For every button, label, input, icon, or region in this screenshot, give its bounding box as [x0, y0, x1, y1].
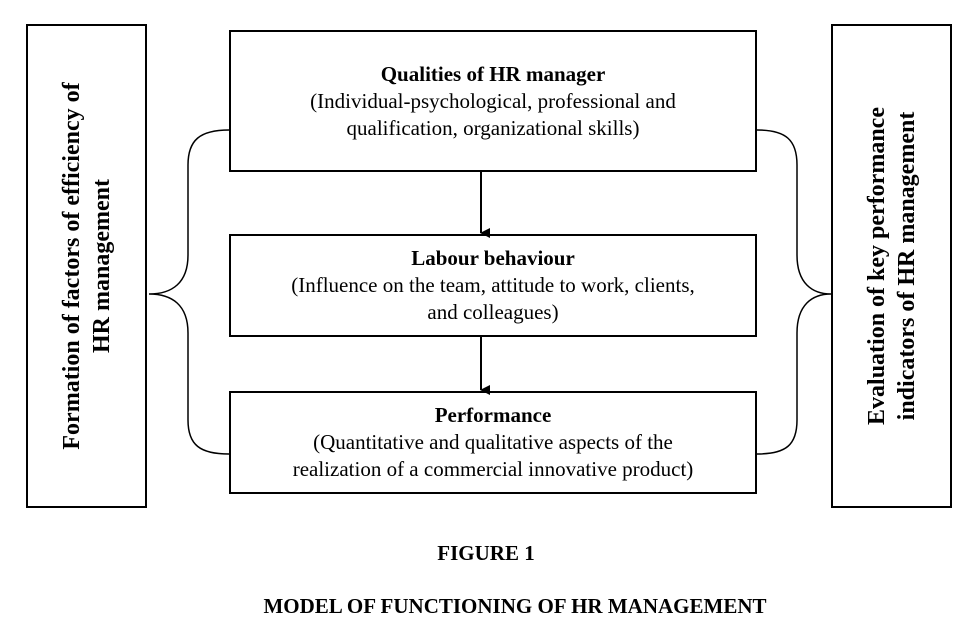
right-brace — [757, 130, 831, 454]
qualities-desc-line1: (Individual-psychological, professional and — [310, 88, 676, 113]
labour-desc-line2: and colleagues) — [427, 300, 559, 324]
qualities-desc-line2: qualification, organizational skills) — [346, 115, 640, 140]
left-brace — [149, 130, 229, 454]
performance-desc-line2: realization of a commercial innovative product) — [292, 457, 694, 481]
left-panel-line1: Formation of factors of efficiency of — [58, 82, 85, 450]
right-panel-line1: Evaluation of key performance — [863, 107, 890, 425]
figure-title: MODEL OF FUNCTIONING OF HR MANAGEMENT — [263, 594, 767, 618]
labour-title: Labour behaviour — [411, 246, 575, 270]
performance-desc-line1: (Quantitative and qualitative aspects of the — [313, 430, 673, 454]
left-panel-line2: HR management — [88, 179, 115, 353]
figure-label: FIGURE 1 — [437, 541, 535, 565]
performance-title: Performance — [434, 403, 552, 427]
qualities-title: Qualities of HR manager — [380, 61, 606, 86]
right-panel-line2: indicators of HR management — [893, 111, 920, 421]
labour-desc-line1: (Influence on the team, attitude to work, clients, — [291, 273, 695, 297]
